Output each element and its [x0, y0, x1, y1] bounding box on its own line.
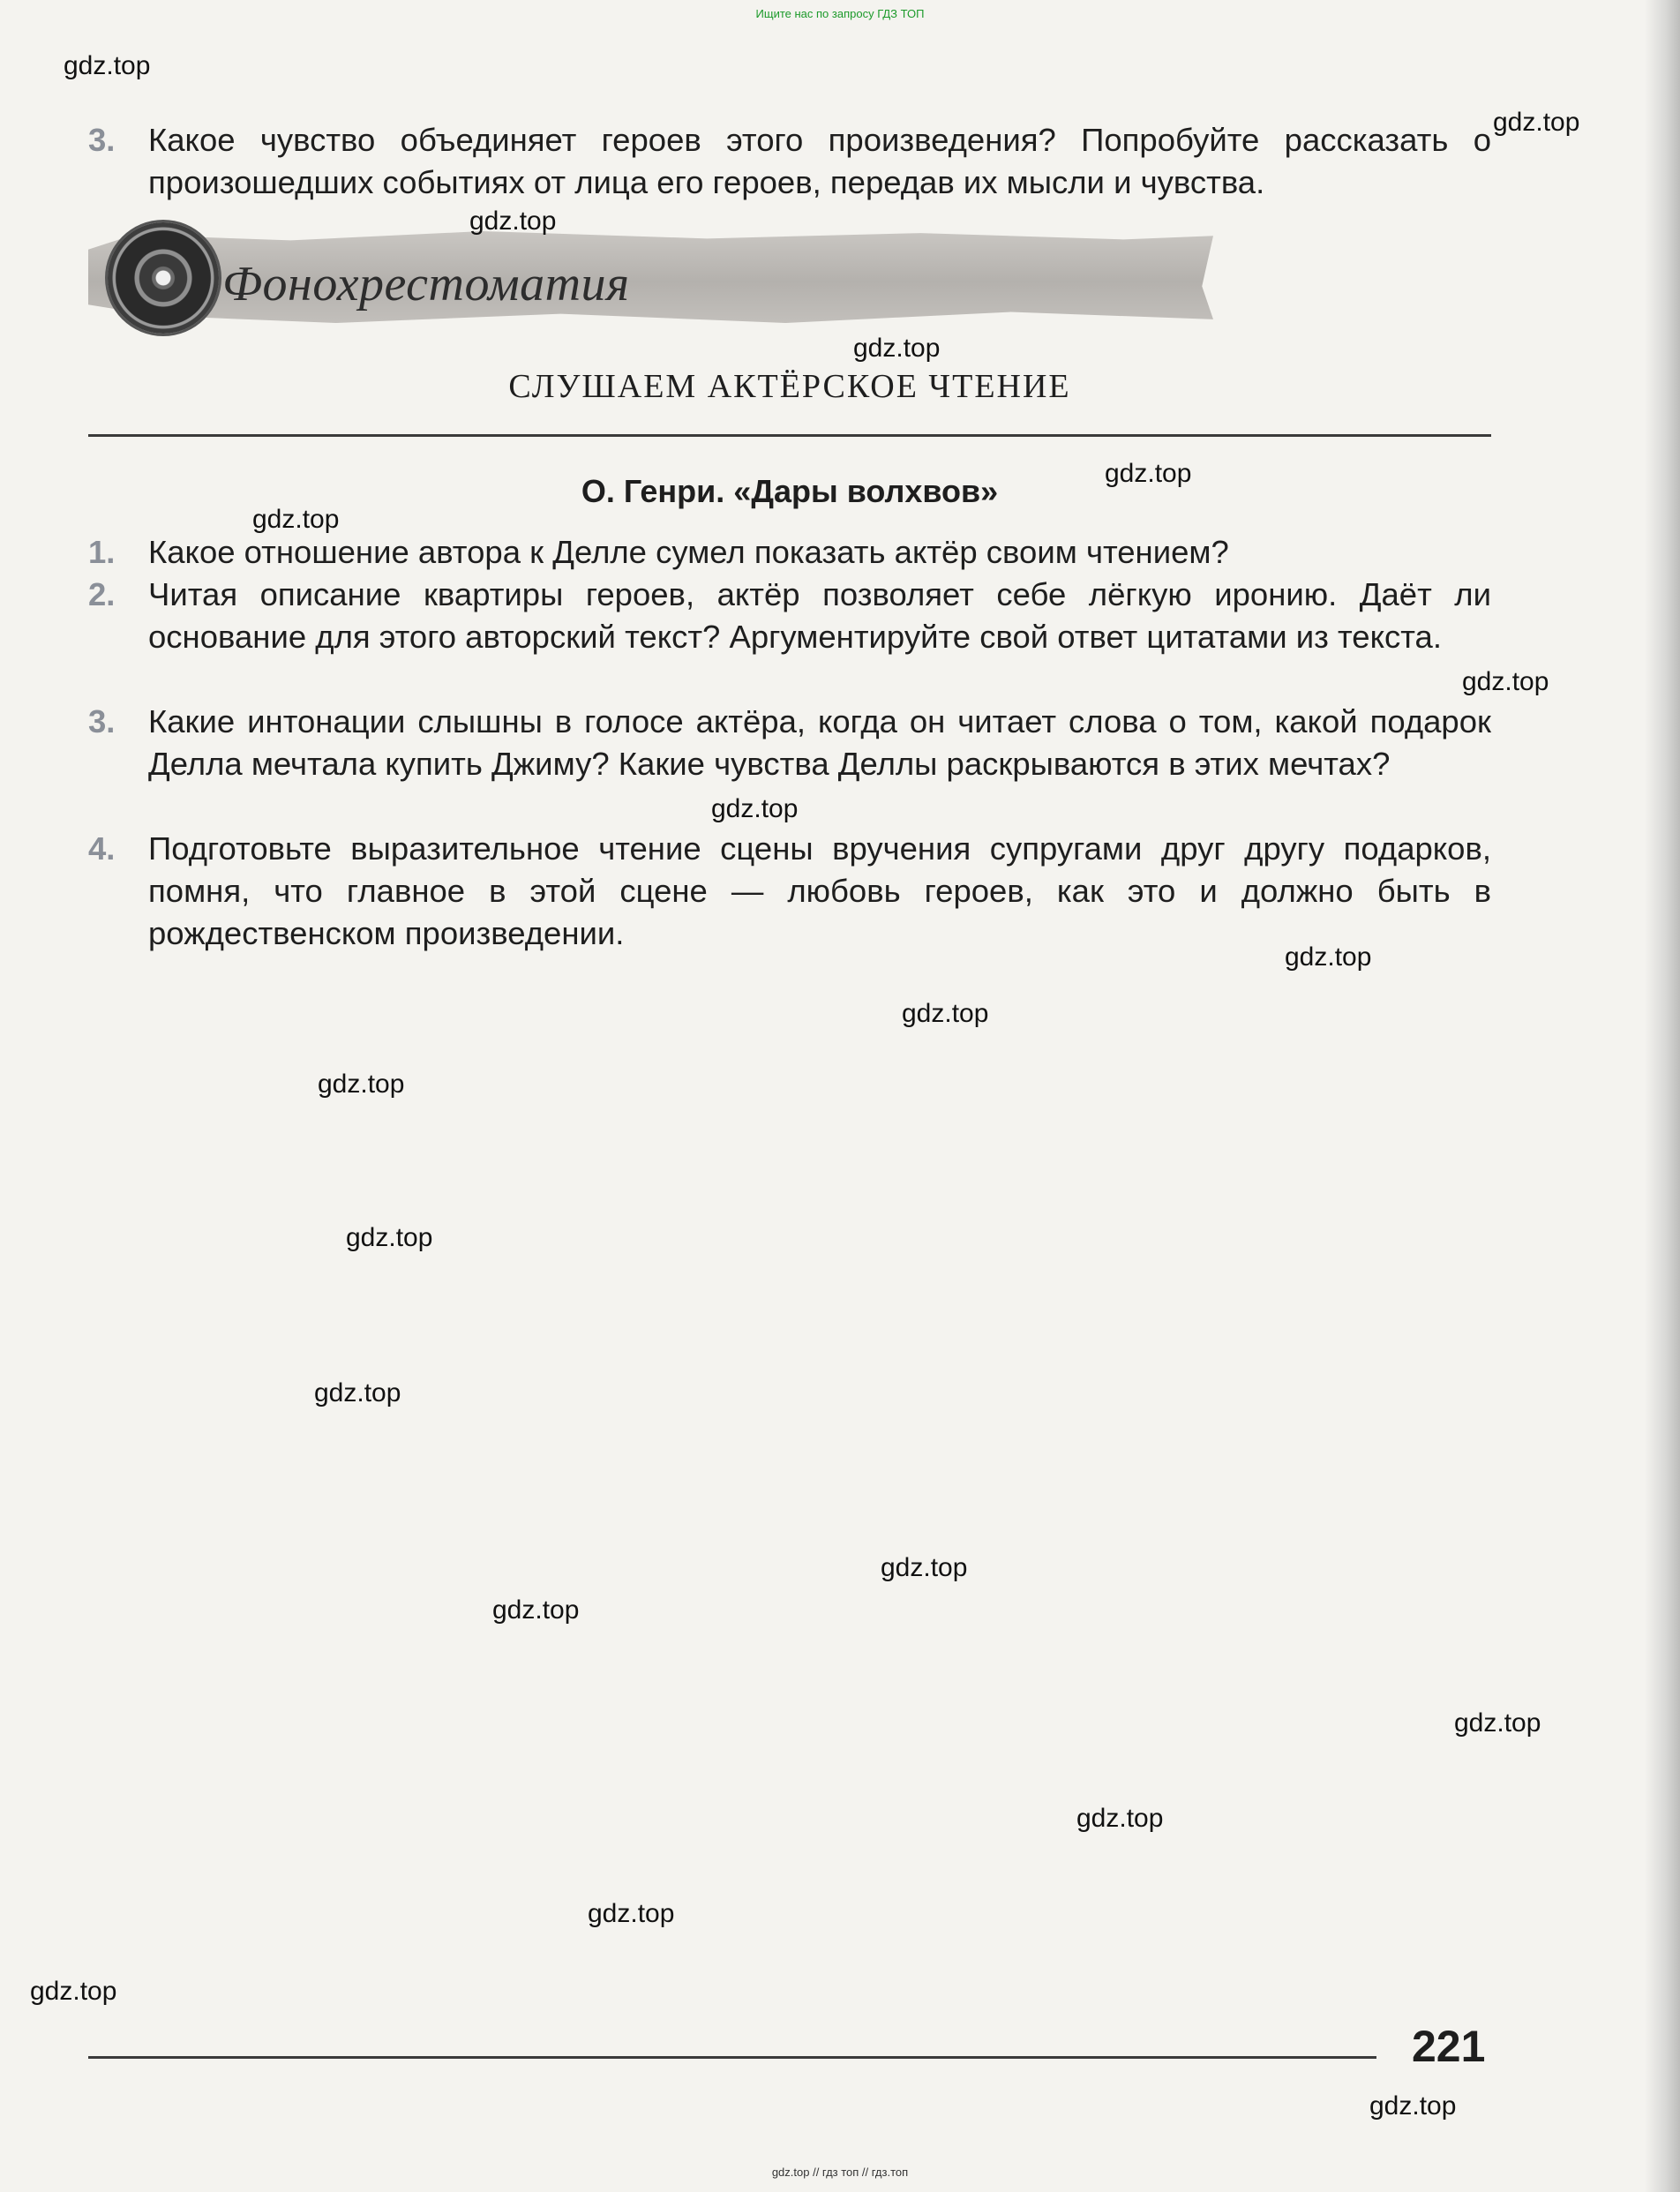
watermark: gdz.top: [64, 51, 151, 80]
watermark: gdz.top: [30, 1977, 117, 2006]
question-item: [88, 701, 1491, 785]
footer-rule: [88, 2056, 1376, 2059]
watermark: gdz.top: [1285, 942, 1372, 972]
watermark: gdz.top: [711, 794, 799, 823]
question-top: [88, 119, 1491, 204]
question-item: [88, 531, 1491, 574]
watermark: gdz.top: [314, 1378, 401, 1408]
question-number: 1.: [88, 534, 116, 570]
bottom-banner[interactable]: gdz.top // гдз топ // гдз.топ: [771, 2166, 909, 2179]
question-text: Какое чувство объединяет героев этого произведения? Попробуйте рассказать о произошедших событиях от лица его героев, передав их мысли и чувства.: [148, 122, 1491, 200]
watermark: gdz.top: [346, 1223, 433, 1252]
section-banner: [88, 222, 1213, 334]
divider-rule: [88, 434, 1491, 437]
watermark: gdz.top: [318, 1070, 405, 1099]
banner-title: Фонохрестоматия: [222, 257, 630, 312]
work-title: О. Генри. «Дары волхвов»: [581, 473, 999, 509]
question-number: 2.: [88, 576, 116, 612]
watermark: gdz.top: [469, 206, 557, 236]
page-bleed-through: [79, 150, 1601, 1915]
watermark: gdz.top: [1462, 667, 1549, 696]
question-number: 3.: [88, 122, 116, 158]
watermark: gdz.top: [1105, 459, 1192, 488]
question-number: 3.: [88, 703, 116, 739]
question-text: Подготовьте выразительное чтение сцены вручения супругами друг другу подарков, помня, что главное в этой сцене — любовь героев, как это и должно быть в рождественском произведении.: [148, 830, 1491, 951]
watermark: gdz.top: [252, 505, 340, 534]
question-text: Какое отношение автора к Делле сумел показать актёр своим чтением?: [148, 534, 1229, 570]
watermark: gdz.top: [492, 1595, 580, 1625]
question-item: [88, 574, 1491, 658]
page-edge-shadow: [1645, 0, 1680, 2192]
watermark: gdz.top: [588, 1899, 675, 1928]
watermark: gdz.top: [1369, 2091, 1457, 2121]
watermark: gdz.top: [1493, 108, 1580, 137]
question-text: Какие интонации слышны в голосе актёра, когда он читает слова о том, какой подарок Делла мечтала купить Джиму? Какие чувства Деллы раскрываются в этих мечтах?: [148, 703, 1491, 782]
section-heading: СЛУШАЕМ АКТЁРСКОЕ ЧТЕНИЕ: [508, 368, 1071, 405]
cd-disc-icon: [108, 222, 219, 334]
watermark: gdz.top: [853, 334, 941, 363]
watermark: gdz.top: [1454, 1708, 1541, 1738]
watermark: gdz.top: [902, 999, 989, 1028]
question-item: [88, 828, 1491, 955]
question-text: Читая описание квартиры героев, актёр позволяет себе лёгкую иронию. Даёт ли основание для этого авторский текст? Аргументируйте свой ответ цитатами из текста.: [148, 576, 1491, 655]
watermark: gdz.top: [1076, 1804, 1164, 1833]
question-number: 4.: [88, 830, 116, 867]
page-number: 221: [1412, 2022, 1486, 2071]
top-banner[interactable]: Ищите нас по запросу ГДЗ ТОП: [755, 7, 925, 20]
watermark: gdz.top: [881, 1553, 968, 1582]
